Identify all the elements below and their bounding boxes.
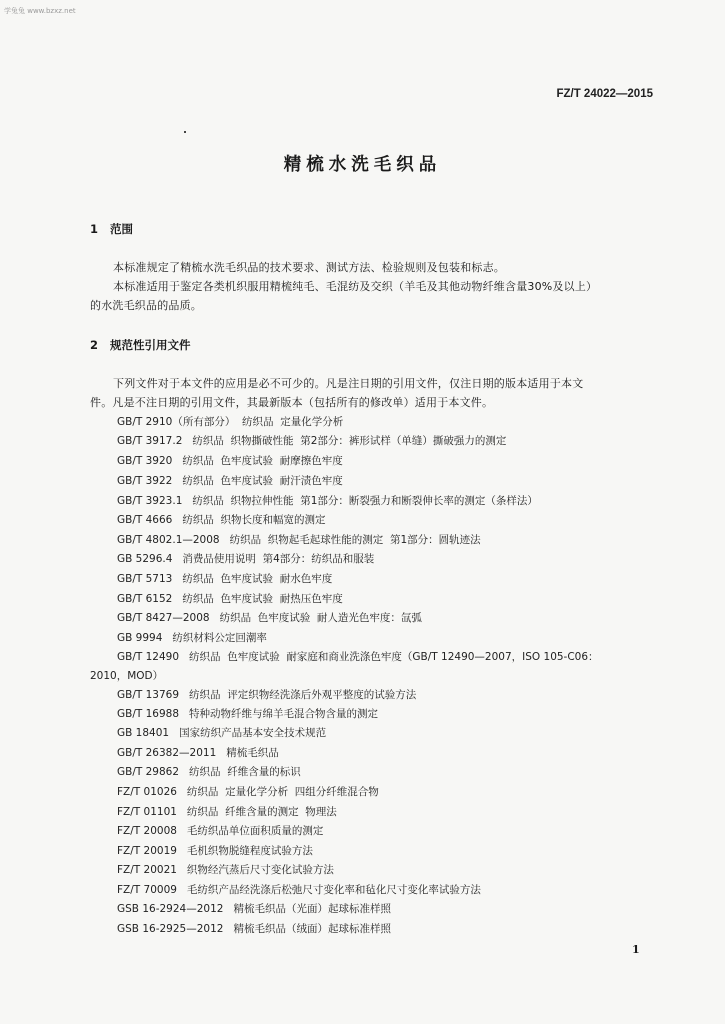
section-1-heading: 1 范围 bbox=[90, 222, 134, 236]
reference-item: FZ/T 20008 毛纺织品单位面积质量的测定 bbox=[117, 825, 324, 837]
reference-item: GB/T 3920 纺织品 色牢度试验 耐摩擦色牢度 bbox=[117, 455, 343, 467]
reference-item: GB/T 13769 纺织品 评定织物经洗涤后外观平整度的试验方法 bbox=[117, 689, 417, 701]
scope-paragraph-2-line-2: 的水洗毛织品的品质。 bbox=[90, 299, 202, 312]
scan-speck bbox=[184, 131, 186, 133]
reference-item: FZ/T 01101 纺织品 纤维含量的测定 物理法 bbox=[117, 806, 337, 818]
reference-item: GB 18401 国家纺织产品基本安全技术规范 bbox=[117, 727, 327, 739]
reference-item-continuation: 2010，MOD） bbox=[90, 670, 164, 682]
reference-item: GB/T 2910（所有部分） 纺织品 定量化学分析 bbox=[117, 416, 344, 428]
reference-item: GB/T 3922 纺织品 色牢度试验 耐汗渍色牢度 bbox=[117, 475, 343, 487]
reference-item: FZ/T 20021 织物经汽蒸后尺寸变化试验方法 bbox=[117, 864, 334, 876]
references-intro-line-1: 下列文件对于本文件的应用是必不可少的。凡是注日期的引用文件，仅注日期的版本适用于本文 bbox=[113, 377, 584, 390]
reference-item: GB/T 8427—2008 纺织品 色牢度试验 耐人造光色牢度：氙弧 bbox=[117, 612, 422, 624]
document-title: 精梳水洗毛织品 bbox=[283, 155, 442, 175]
reference-item: FZ/T 01026 纺织品 定量化学分析 四组分纤维混合物 bbox=[117, 786, 379, 798]
reference-item: GB 9994 纺织材料公定回潮率 bbox=[117, 632, 267, 644]
reference-item: GB/T 6152 纺织品 色牢度试验 耐热压色牢度 bbox=[117, 593, 343, 605]
reference-item: GB/T 12490 纺织品 色牢度试验 耐家庭和商业洗涤色牢度（GB/T 12490—2007，ISO 105-C06： bbox=[117, 651, 599, 663]
scope-paragraph-1: 本标准规定了精梳水洗毛织品的技术要求、测试方法、检验规则及包装和标志。 bbox=[113, 261, 505, 274]
reference-item: GB/T 16988 特种动物纤维与绵羊毛混合物含量的测定 bbox=[117, 708, 379, 720]
page-number: 1 bbox=[632, 943, 640, 956]
reference-item: GB 5296.4 消费品使用说明 第4部分：纺织品和服装 bbox=[117, 553, 375, 565]
reference-item: GB/T 4802.1—2008 纺织品 织物起毛起球性能的测定 第1部分：圆轨迹法 bbox=[117, 534, 481, 546]
reference-item: FZ/T 20019 毛机织物脱缝程度试验方法 bbox=[117, 845, 313, 857]
scope-paragraph-2-line-1: 本标准适用于鉴定各类机织服用精梳纯毛、毛混纺及交织（羊毛及其他动物纤维含量30%及以上） bbox=[113, 280, 598, 293]
references-intro-line-2: 件。凡是不注日期的引用文件，其最新版本（包括所有的修改单）适用于本文件。 bbox=[90, 396, 494, 409]
reference-item: GSB 16-2925—2012 精梳毛织品（绒面）起球标准样照 bbox=[117, 923, 391, 935]
reference-item: GB/T 3923.1 纺织品 织物拉伸性能 第1部分：断裂强力和断裂伸长率的测定（条样法） bbox=[117, 495, 538, 507]
reference-item: GB/T 5713 纺织品 色牢度试验 耐水色牢度 bbox=[117, 573, 333, 585]
standard-code: FZ/T 24022—2015 bbox=[556, 88, 653, 100]
section-2-heading: 2 规范性引用文件 bbox=[90, 338, 191, 352]
reference-item: GSB 16-2924—2012 精梳毛织品（光面）起球标准样照 bbox=[117, 903, 391, 915]
reference-item: GB/T 26382—2011 精梳毛织品 bbox=[117, 747, 279, 759]
reference-item: FZ/T 70009 毛纺织产品经洗涤后松弛尺寸变化率和毡化尺寸变化率试验方法 bbox=[117, 884, 481, 896]
watermark: 学兔兔 www.bzxz.net bbox=[4, 7, 76, 15]
reference-item: GB/T 4666 纺织品 织物长度和幅宽的测定 bbox=[117, 514, 326, 526]
reference-item: GB/T 3917.2 纺织品 织物撕破性能 第2部分：裤形试样（单缝）撕破强力的测定 bbox=[117, 435, 507, 447]
reference-item: GB/T 29862 纺织品 纤维含量的标识 bbox=[117, 766, 301, 778]
